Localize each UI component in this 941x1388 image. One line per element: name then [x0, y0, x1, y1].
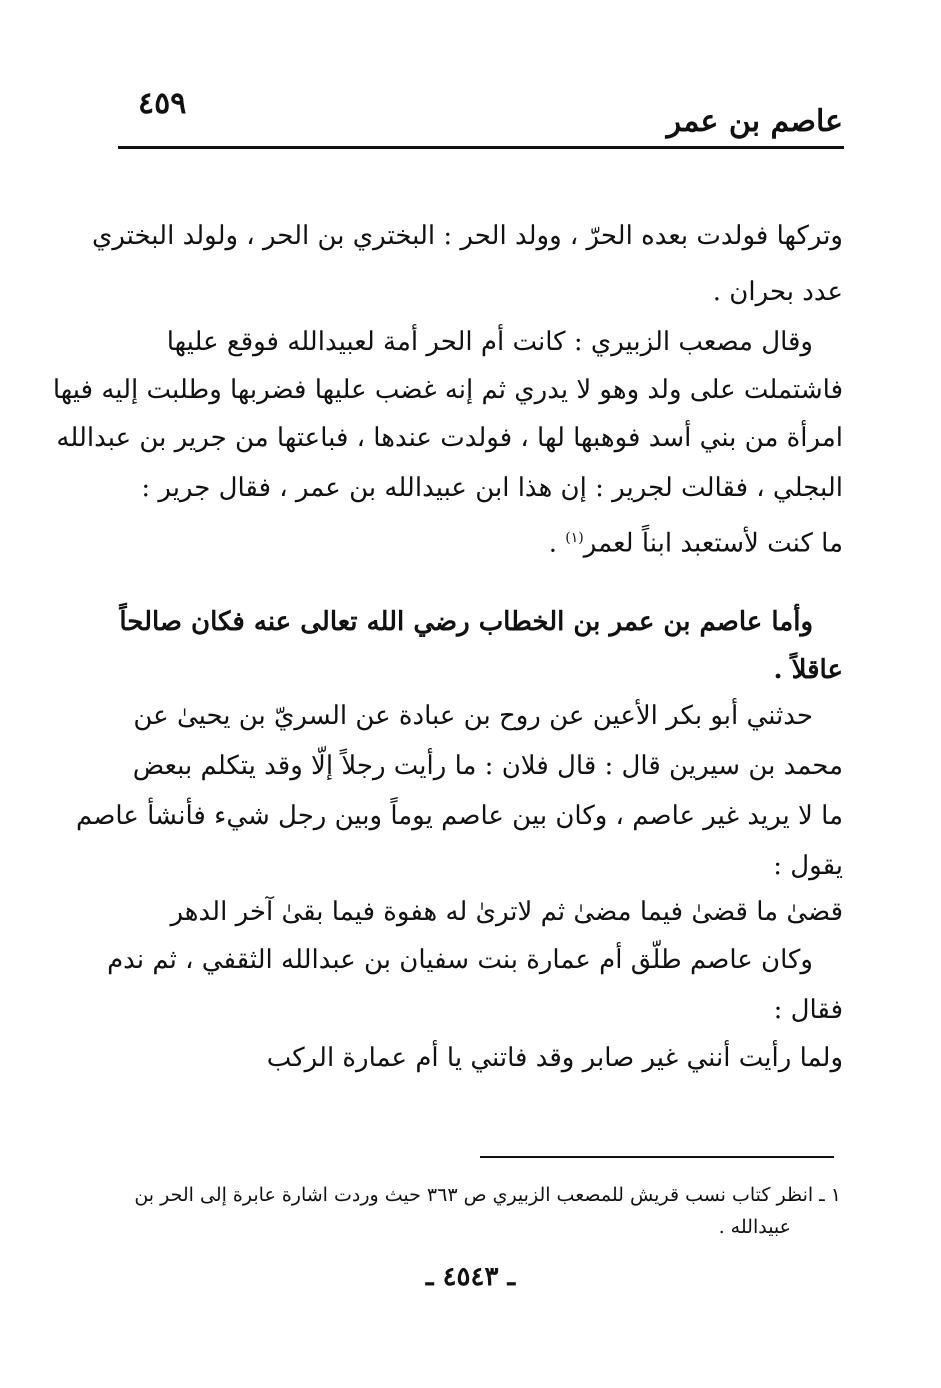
footnote-marker[interactable]: (١) [565, 530, 584, 546]
body-line: عدد بحران . [712, 277, 843, 307]
header-rule [118, 146, 844, 149]
footnote-rule [480, 1156, 834, 1158]
body-line-text: ما كنت لأستعبد ابناً لعمر [583, 528, 843, 559]
verse-line: ولما رأيت أنني غير صابر وقد فاتني يا أم عمارة الركب [266, 1043, 843, 1073]
body-line-with-footnote [549, 516, 843, 566]
body-line: وتركها فولدت بعده الحرّ ، وولد الحر : البختري بن الحر ، ولولد البختري [91, 221, 843, 251]
footer-page-number: ـ ٤٥٤٣ ـ [425, 1262, 516, 1292]
footnote-line: عبيدالله . [718, 1216, 791, 1238]
body-line-tail: . [548, 528, 566, 559]
body-line: وكان عاصم طلّق أم عمارة بنت سفيان بن عبدالله الثقفي ، ثم ندم [107, 945, 813, 975]
section-heading-line: عاقلاً . [773, 655, 843, 685]
body-line: امرأة من بني أسد فوهبها لها ، فولدت عندها ، فباعتها من جرير بن عبدالله [56, 423, 843, 453]
body-line: البجلي ، فقالت لجرير : إن هذا ابن عبيدالله بن عمر ، فقال جرير : [141, 473, 843, 503]
page-number: ٤٥٩ [138, 86, 187, 121]
footnote-line: ١ ـ انظر كتاب نسب قريش للمصعب الزبيري ص ٣٦٣ حيث وردت اشارة عابرة إلى الحر بن [134, 1184, 841, 1206]
body-line: وقال مصعب الزبيري : كانت أم الحر أمة لعبيدالله فوقع عليها [166, 327, 813, 357]
running-title: عاصم بن عمر [666, 104, 843, 139]
body-line: فاشتملت على ولد وهو لا يدري ثم إنه غضب عليها فضربها وطلبت إليه فيها [52, 375, 843, 405]
section-heading-line: وأما عاصم بن عمر بن الخطاب رضي الله تعالى عنه فكان صالحاً [119, 607, 813, 637]
body-line: فقال : [773, 995, 843, 1025]
body-line: ما لا يريد غير عاصم ، وكان بين عاصم يوماً وبين رجل شيء فأنشأ عاصم [76, 801, 843, 831]
body-line: حدثني أبو بكر الأعين عن روح بن عبادة عن السريّ بن يحيىٰ عن [133, 701, 813, 731]
body-line: محمد بن سيرين قال : قال فلان : ما رأيت رجلاً إلّا وقد يتكلم ببعض [132, 751, 843, 781]
verse-line: قضىٰ ما قضىٰ فيما مضىٰ ثم لاترىٰ له هفوة فيما بقىٰ آخر الدهر [170, 897, 843, 927]
body-line: يقول : [773, 851, 843, 881]
